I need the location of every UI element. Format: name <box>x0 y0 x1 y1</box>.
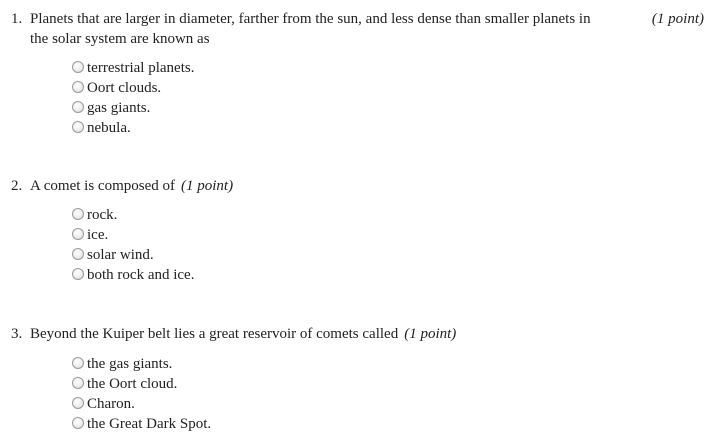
radio-button[interactable] <box>72 81 84 93</box>
question-points: (1 point) <box>404 326 457 342</box>
radio-button[interactable] <box>72 248 84 260</box>
answer-label[interactable]: the gas giants. <box>87 356 173 372</box>
radio-button[interactable] <box>72 268 84 280</box>
answer-option[interactable] <box>72 98 194 118</box>
question-text-line: A comet is composed of <box>30 178 175 194</box>
question-text-line: Beyond the Kuiper belt lies a great reservoir of comets called <box>30 326 399 342</box>
answer-option[interactable] <box>72 245 194 265</box>
question-number: 3. <box>11 326 23 342</box>
answer-label[interactable]: the Great Dark Spot. <box>87 416 212 432</box>
radio-button[interactable] <box>72 208 84 220</box>
radio-button[interactable] <box>72 61 84 73</box>
question-text <box>30 9 591 49</box>
radio-button[interactable] <box>72 377 84 389</box>
answer-label[interactable]: gas giants. <box>87 100 151 116</box>
answer-label[interactable]: the Oort cloud. <box>87 376 178 392</box>
question-number: 2. <box>11 178 23 194</box>
answer-options <box>72 354 211 434</box>
radio-button[interactable] <box>72 228 84 240</box>
question-text-line-2: the solar system are known as <box>30 31 210 47</box>
answer-option[interactable] <box>72 58 194 78</box>
answer-label[interactable]: both rock and ice. <box>87 267 195 283</box>
radio-button[interactable] <box>72 417 84 429</box>
answer-label[interactable]: nebula. <box>87 120 131 136</box>
radio-button[interactable] <box>72 357 84 369</box>
answer-label[interactable]: rock. <box>87 207 118 223</box>
radio-button[interactable] <box>72 101 84 113</box>
question-number: 1. <box>11 11 23 27</box>
answer-option[interactable] <box>72 265 194 285</box>
answer-label[interactable]: Charon. <box>87 396 135 412</box>
answer-option[interactable] <box>72 394 211 414</box>
answer-label[interactable]: ice. <box>87 227 109 243</box>
answer-option[interactable] <box>72 414 211 434</box>
answer-label[interactable]: solar wind. <box>87 247 154 263</box>
radio-button[interactable] <box>72 397 84 409</box>
answer-label[interactable]: terrestrial planets. <box>87 60 195 76</box>
answer-options <box>72 58 194 138</box>
answer-option[interactable] <box>72 78 194 98</box>
answer-options <box>72 205 194 285</box>
question-points: (1 point) <box>651 11 704 27</box>
answer-option[interactable] <box>72 374 211 394</box>
question-text-line-1: Planets that are larger in diameter, farther from the sun, and less dense than smaller planets in <box>30 11 591 27</box>
answer-option[interactable] <box>72 118 194 138</box>
question-text <box>30 176 233 196</box>
radio-button[interactable] <box>72 121 84 133</box>
answer-option[interactable] <box>72 354 211 374</box>
question-points: (1 point) <box>180 178 234 194</box>
question-text <box>30 324 456 344</box>
answer-option[interactable] <box>72 205 194 225</box>
answer-label[interactable]: Oort clouds. <box>87 80 162 96</box>
answer-option[interactable] <box>72 225 194 245</box>
